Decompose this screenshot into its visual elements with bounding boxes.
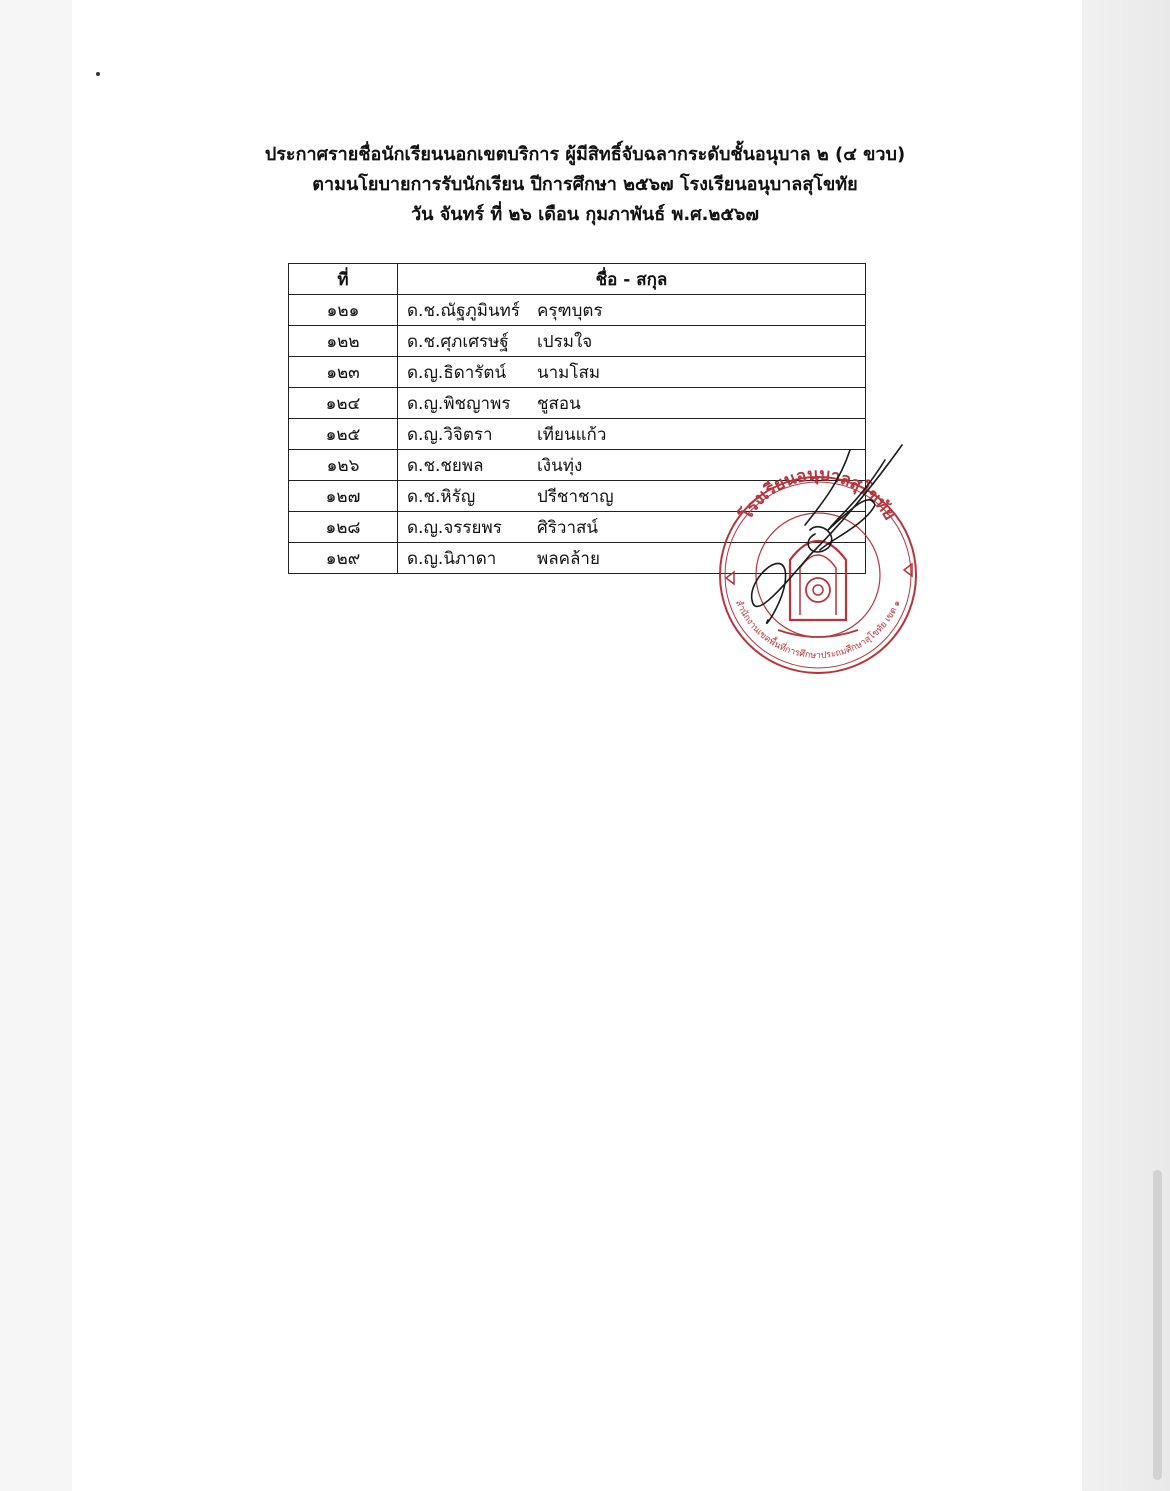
student-last-name: เปรมใจ — [537, 331, 593, 352]
row-full-name — [398, 388, 866, 419]
student-first-name: ด.ช.ณัฐภูมินทร์ — [407, 300, 520, 321]
announcement-heading — [200, 140, 970, 230]
table-row — [289, 326, 866, 357]
heading-line-1: ประกาศรายชื่อนักเรียนนอกเขตบริการ ผู้มีสิทธิ์จับฉลากระดับชั้นอนุบาล ๒ (๔ ขวบ) — [264, 144, 906, 165]
student-first-name: ด.ญ.วิจิตรา — [407, 424, 493, 445]
row-full-name — [398, 357, 866, 388]
seal-bottom-text: สำนักงานเขตพื้นที่การศึกษาประถมศึกษาสุโขทัย เขต ๑ — [733, 598, 902, 661]
scrollbar-thumb[interactable] — [1153, 1170, 1162, 1480]
student-first-name: ด.ญ.พิชญาพร — [407, 393, 511, 414]
row-full-name — [398, 326, 866, 357]
student-first-name: ด.ญ.นิภาดา — [407, 548, 497, 569]
seal-emblem — [790, 541, 846, 620]
scan-speck — [96, 72, 100, 76]
student-first-name: ด.ช.ชยพล — [407, 455, 484, 476]
student-last-name: พลคล้าย — [537, 548, 600, 569]
row-number: ๑๒๖ — [289, 450, 398, 481]
student-last-name: ปรีชาชาญ — [537, 486, 614, 507]
heading-line-2: ตามนโยบายการรับนักเรียน ปีการศึกษา ๒๕๖๗ โรงเรียนอนุบาลสุโขทัย — [312, 174, 858, 195]
school-seal-stamp — [700, 430, 930, 690]
seal-top-text: โรงเรียนอนุบาลสุโขทัย — [736, 464, 900, 524]
row-number: ๑๒๒ — [289, 326, 398, 357]
student-first-name: ด.ช.หิรัญ — [407, 486, 476, 507]
student-last-name: เทียนแก้ว — [537, 424, 607, 445]
student-last-name: ศิริวาสน์ — [537, 517, 599, 538]
heading-line-3: วัน จันทร์ ที่ ๒๖ เดือน กุมภาพันธ์ พ.ศ.๒๕๖๗ — [411, 204, 759, 225]
student-last-name: ชูสอน — [537, 393, 581, 414]
row-full-name — [398, 295, 866, 326]
student-last-name: นามโสม — [537, 362, 601, 383]
row-number: ๑๒๙ — [289, 543, 398, 574]
row-number: ๑๒๔ — [289, 388, 398, 419]
header-name: ชื่อ - สกุล — [398, 264, 866, 295]
table-row — [289, 295, 866, 326]
row-number: ๑๒๗ — [289, 481, 398, 512]
row-number: ๑๒๕ — [289, 419, 398, 450]
header-number: ที่ — [289, 264, 398, 295]
row-number: ๑๒๑ — [289, 295, 398, 326]
table-row — [289, 388, 866, 419]
seal-center-ring — [756, 513, 880, 637]
table-header-row — [289, 264, 866, 295]
student-first-name: ด.ญ.จรรยพร — [407, 517, 502, 538]
row-number: ๑๒๓ — [289, 357, 398, 388]
table-row — [289, 357, 866, 388]
student-first-name: ด.ช.ศุภเศรษฐ์ — [407, 331, 509, 352]
student-last-name: เงินทุ่ง — [537, 455, 583, 476]
student-last-name: ครุฑบุตร — [537, 300, 603, 321]
student-first-name: ด.ญ.ธิดารัตน์ — [407, 362, 507, 383]
row-number: ๑๒๘ — [289, 512, 398, 543]
